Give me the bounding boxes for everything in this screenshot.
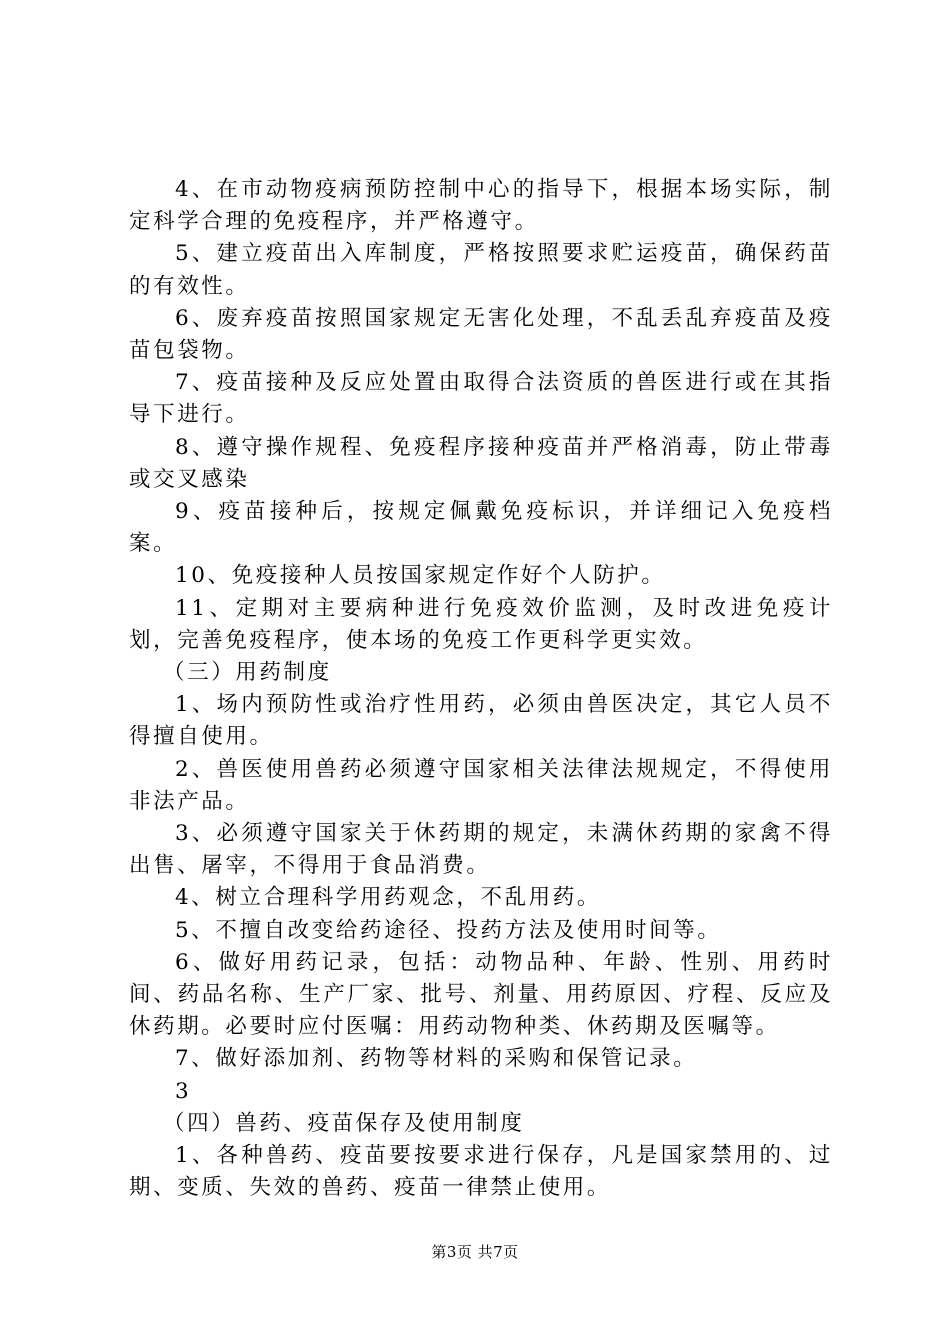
paragraph-item-5: 5、建立疫苗出入库制度，严格按照要求贮运疫苗，确保药苗的有效性。 [129,241,833,299]
document-body [129,174,833,1205]
paragraph-item-9: 9、疫苗接种后，按规定佩戴免疫标识，并详细记入免疫档案。 [129,499,833,557]
paragraph-item-8: 8、遵守操作规程、免疫程序接种疫苗并严格消毒，防止带毒或交叉感染 [129,434,833,492]
page-footer [0,1242,950,1262]
paragraph-item-4: 4、在市动物疫病预防控制中心的指导下，根据本场实际，制定科学合理的免疫程序，并严格遵守。 [129,177,833,235]
paragraph-medication-7: 7、做好添加剂、药物等材料的采购和保管记录。 [175,1046,698,1072]
inline-page-number: 3 [175,1078,192,1104]
paragraph-medication-3: 3、必须遵守国家关于休药期的规定，未满休药期的家禽不得出售、屠宰，不得用于食品消费。 [129,821,833,879]
paragraph-storage-1: 1、各种兽药、疫苗要按要求进行保存，凡是国家禁用的、过期、变质、失效的兽药、疫苗一律禁止使用。 [129,1143,833,1201]
section-heading-storage: （四）兽药、疫苗保存及使用制度 [163,1110,525,1136]
paragraph-medication-1: 1、场内预防性或治疗性用药，必须由兽医决定，其它人员不得擅自使用。 [129,692,833,750]
paragraph-item-10: 10、免疫接种人员按国家规定作好个人防护。 [175,563,666,589]
paragraph-medication-2: 2、兽医使用兽药必须遵守国家相关法律法规规定，不得使用非法产品。 [129,756,833,814]
paragraph-item-6: 6、废弃疫苗按照国家规定无害化处理，不乱丢乱弃疫苗及疫苗包袋物。 [129,305,833,364]
paragraph-item-7: 7、疫苗接种及反应处置由取得合法资质的兽医进行或在其指导下进行。 [129,370,833,428]
paragraph-medication-4: 4、树立合理科学用药观念，不乱用药。 [175,885,601,911]
page-number-label: 第3页 共7页 [431,1243,519,1261]
paragraph-item-11: 11、定期对主要病种进行免疫效价监测，及时改进免疫计划，完善免疫程序，使本场的免疫工作更科学更实效。 [129,595,833,653]
section-heading-medication: （三）用药制度 [163,660,332,686]
paragraph-medication-6: 6、做好用药记录，包括：动物品种、年龄、性别、用药时间、药品名称、生产厂家、批号、剂量、用药原因、疗程、反应及休药期。必要时应付医嘱：用药动物种类、休药期及医嘱等。 [129,949,833,1040]
paragraph-medication-5: 5、不擅自改变给药途径、投药方法及使用时间等。 [175,917,722,943]
